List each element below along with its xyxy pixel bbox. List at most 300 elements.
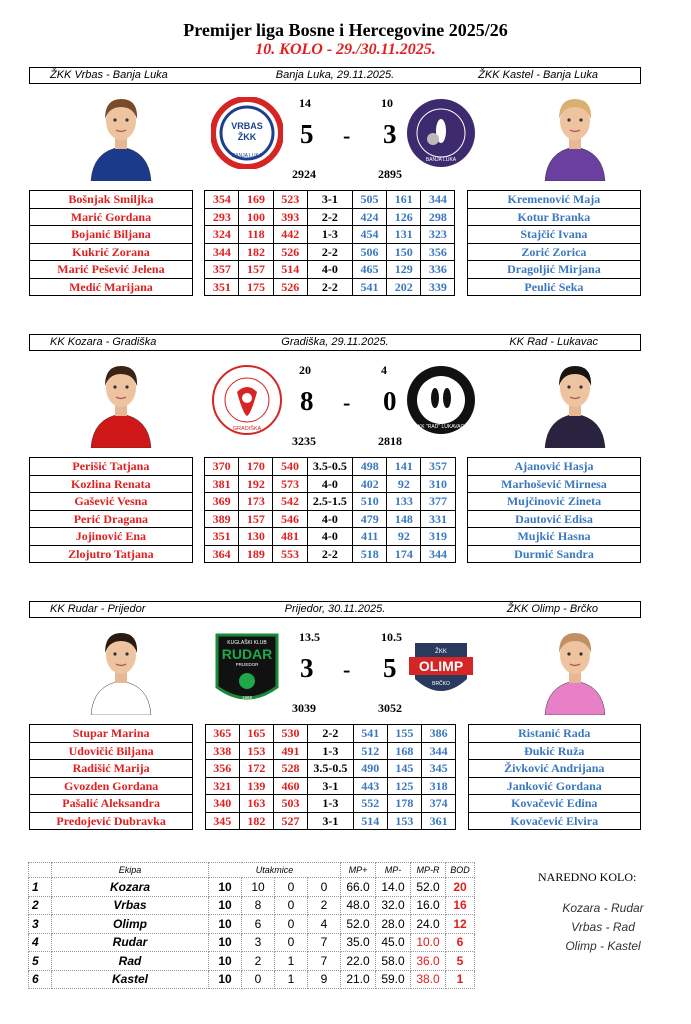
home-total: 553 bbox=[273, 545, 307, 563]
away-score: 5 bbox=[383, 653, 397, 683]
away-player-name: Kovačević Edina bbox=[468, 795, 640, 813]
home-clear: 182 bbox=[239, 243, 273, 261]
match-results-table bbox=[29, 724, 641, 830]
team-name: Vrbas bbox=[52, 896, 209, 915]
svg-text:KUGLAŠKI KLUB: KUGLAŠKI KLUB bbox=[227, 640, 267, 646]
away-clear: 92 bbox=[387, 475, 421, 493]
home-total: 526 bbox=[273, 278, 307, 296]
table-row bbox=[30, 261, 641, 279]
table-row bbox=[30, 475, 641, 493]
home-total: 460 bbox=[273, 777, 307, 795]
home-clear: 165 bbox=[239, 725, 273, 743]
svg-text:1969: 1969 bbox=[241, 695, 253, 700]
home-clear: 170 bbox=[239, 458, 273, 476]
away-clear: 129 bbox=[387, 261, 421, 279]
mp-r: 52.0 bbox=[411, 878, 446, 897]
away-total: 506 bbox=[352, 243, 386, 261]
standings-header bbox=[29, 863, 475, 878]
table-row bbox=[30, 812, 641, 830]
games-played: 10 bbox=[209, 952, 242, 971]
points: 5 bbox=[446, 952, 475, 971]
svg-text:BANJA LUKA: BANJA LUKA bbox=[231, 153, 263, 159]
rank: 4 bbox=[29, 933, 52, 952]
table-row bbox=[30, 725, 641, 743]
away-clear: 161 bbox=[387, 191, 421, 209]
wins: 2 bbox=[242, 952, 275, 971]
mp-plus: 48.0 bbox=[341, 896, 376, 915]
away-club-logo bbox=[405, 364, 477, 436]
away-total: 490 bbox=[353, 760, 387, 778]
home-total: 481 bbox=[273, 528, 307, 546]
away-clear: 145 bbox=[387, 760, 421, 778]
home-full: 369 bbox=[205, 493, 239, 511]
away-total: 479 bbox=[353, 510, 387, 528]
losses: 0 bbox=[308, 878, 341, 897]
table-row bbox=[30, 243, 641, 261]
draws: 0 bbox=[275, 915, 308, 934]
set-points: 2-2 bbox=[307, 278, 352, 296]
losses: 7 bbox=[308, 933, 341, 952]
away-total: 512 bbox=[353, 742, 387, 760]
set-points: 3-1 bbox=[308, 777, 354, 795]
draws: 0 bbox=[275, 896, 308, 915]
home-full: 293 bbox=[205, 208, 239, 226]
home-full: 357 bbox=[205, 261, 239, 279]
table-row bbox=[30, 795, 641, 813]
home-full: 345 bbox=[205, 812, 239, 830]
away-clear: 125 bbox=[387, 777, 421, 795]
home-player-name: Marić Gordana bbox=[30, 208, 193, 226]
away-player-photo bbox=[539, 623, 611, 715]
set-points: 4-0 bbox=[307, 261, 352, 279]
mp-r: 16.0 bbox=[411, 896, 446, 915]
home-total: 526 bbox=[273, 243, 307, 261]
home-total: 393 bbox=[273, 208, 307, 226]
mp-minus: 58.0 bbox=[376, 952, 411, 971]
svg-text:ŽKK: ŽKK bbox=[435, 649, 447, 655]
set-points: 2-2 bbox=[307, 545, 353, 563]
set-points: 3-1 bbox=[308, 812, 354, 830]
away-clear: 131 bbox=[387, 226, 421, 244]
home-full: 389 bbox=[205, 510, 239, 528]
home-full: 381 bbox=[205, 475, 239, 493]
draws: 1 bbox=[275, 970, 308, 989]
away-total: 402 bbox=[353, 475, 387, 493]
home-player-name: Marić Pešević Jelena bbox=[30, 261, 193, 279]
home-clear: 192 bbox=[239, 475, 273, 493]
header-games: Utakmice bbox=[209, 863, 341, 878]
next-round-heading: NAREDNO KOLO: bbox=[538, 870, 637, 884]
home-total-pins: 2924 bbox=[292, 167, 316, 181]
away-full: 386 bbox=[422, 725, 456, 743]
games-played: 10 bbox=[209, 896, 242, 915]
standings-table bbox=[28, 862, 475, 989]
set-points: 2.5-1.5 bbox=[307, 493, 353, 511]
set-points: 2-2 bbox=[307, 208, 352, 226]
home-full: 356 bbox=[205, 760, 239, 778]
home-clear: 169 bbox=[239, 191, 273, 209]
next-match: Vrbas - Rad bbox=[571, 920, 635, 934]
away-full: 344 bbox=[422, 742, 456, 760]
away-player-name: Durmić Sandra bbox=[468, 545, 641, 563]
away-total: 424 bbox=[352, 208, 386, 226]
team-name: Kozara bbox=[52, 878, 209, 897]
team-name: Kastel bbox=[52, 970, 209, 989]
away-team-name: ŽKK Olimp - Brčko bbox=[506, 603, 598, 615]
away-player-name: Stajčić Ivana bbox=[467, 226, 640, 244]
match-results-table bbox=[29, 190, 641, 296]
match-header bbox=[29, 601, 641, 618]
home-clear: 153 bbox=[239, 742, 273, 760]
header-team: Ekipa bbox=[52, 863, 209, 878]
home-total: 546 bbox=[273, 510, 307, 528]
mp-minus: 14.0 bbox=[376, 878, 411, 897]
away-full: 377 bbox=[421, 493, 455, 511]
home-points: 20 bbox=[299, 363, 311, 377]
standings-row bbox=[29, 970, 475, 989]
score-separator: - bbox=[343, 390, 351, 415]
team-name: Rad bbox=[52, 952, 209, 971]
standings-row bbox=[29, 878, 475, 897]
home-full: 338 bbox=[205, 742, 239, 760]
home-player-name: Gašević Vesna bbox=[30, 493, 193, 511]
home-full: 351 bbox=[205, 278, 239, 296]
home-team-name: ŽKK Vrbas - Banja Luka bbox=[50, 69, 168, 81]
set-points: 4-0 bbox=[307, 475, 353, 493]
away-total: 514 bbox=[353, 812, 387, 830]
away-full: 318 bbox=[422, 777, 456, 795]
away-total: 552 bbox=[353, 795, 387, 813]
home-player-name: Pašalić Aleksandra bbox=[30, 795, 193, 813]
mp-minus: 59.0 bbox=[376, 970, 411, 989]
mp-minus: 32.0 bbox=[376, 896, 411, 915]
away-clear: 150 bbox=[387, 243, 421, 261]
home-total: 540 bbox=[273, 458, 307, 476]
set-points: 3.5-0.5 bbox=[308, 760, 354, 778]
home-total: 491 bbox=[273, 742, 307, 760]
set-points: 1-3 bbox=[308, 795, 354, 813]
set-points: 2-2 bbox=[308, 725, 354, 743]
away-player-name: Živković Andrijana bbox=[468, 760, 640, 778]
home-total-pins: 3039 bbox=[292, 701, 316, 715]
home-score: 5 bbox=[300, 119, 314, 149]
away-player-name: Mujkić Hasna bbox=[468, 528, 641, 546]
home-clear: 163 bbox=[239, 795, 273, 813]
home-total: 573 bbox=[273, 475, 307, 493]
mp-plus: 22.0 bbox=[341, 952, 376, 971]
draws: 1 bbox=[275, 952, 308, 971]
away-total: 498 bbox=[353, 458, 387, 476]
losses: 2 bbox=[308, 896, 341, 915]
svg-text:ŽKK: ŽKK bbox=[237, 132, 257, 142]
away-full: 331 bbox=[421, 510, 455, 528]
away-player-name: Zorić Zorica bbox=[467, 243, 640, 261]
wins: 3 bbox=[242, 933, 275, 952]
away-player-photo bbox=[539, 356, 611, 448]
away-clear: 133 bbox=[387, 493, 421, 511]
home-total: 442 bbox=[273, 226, 307, 244]
svg-text:BRČKO: BRČKO bbox=[432, 681, 450, 687]
rank: 6 bbox=[29, 970, 52, 989]
home-player-name: Perić Dragana bbox=[30, 510, 193, 528]
away-clear: 178 bbox=[387, 795, 421, 813]
home-total: 503 bbox=[273, 795, 307, 813]
wins: 8 bbox=[242, 896, 275, 915]
away-player-photo bbox=[539, 89, 611, 181]
home-clear: 172 bbox=[239, 760, 273, 778]
home-clear: 157 bbox=[239, 261, 273, 279]
home-full: 340 bbox=[205, 795, 239, 813]
away-points: 10.5 bbox=[381, 630, 402, 644]
home-player-name: Stupar Marina bbox=[30, 725, 193, 743]
home-player-name: Kozlina Renata bbox=[30, 475, 193, 493]
away-full: 336 bbox=[421, 261, 455, 279]
home-points: 14 bbox=[299, 96, 311, 110]
team-name: Olimp bbox=[52, 915, 209, 934]
games-played: 10 bbox=[209, 915, 242, 934]
home-player-name: Radišić Marija bbox=[30, 760, 193, 778]
away-clear: 92 bbox=[387, 528, 421, 546]
standings-row bbox=[29, 952, 475, 971]
away-score: 0 bbox=[383, 386, 397, 416]
away-clear: 148 bbox=[387, 510, 421, 528]
table-row bbox=[30, 458, 641, 476]
set-points: 4-0 bbox=[307, 528, 353, 546]
away-team-name: ŽKK Kastel - Banja Luka bbox=[478, 69, 598, 81]
set-points: 1-3 bbox=[307, 226, 352, 244]
away-player-name: Dragoljić Mirjana bbox=[467, 261, 640, 279]
away-full: 339 bbox=[421, 278, 455, 296]
points: 12 bbox=[446, 915, 475, 934]
losses: 9 bbox=[308, 970, 341, 989]
away-clear: 174 bbox=[387, 545, 421, 563]
away-total: 541 bbox=[353, 725, 387, 743]
set-points: 4-0 bbox=[307, 510, 353, 528]
rank: 2 bbox=[29, 896, 52, 915]
next-match: Olimp - Kastel bbox=[565, 939, 641, 953]
away-clear: 141 bbox=[387, 458, 421, 476]
away-full: 356 bbox=[421, 243, 455, 261]
home-clear: 100 bbox=[239, 208, 273, 226]
mp-plus: 52.0 bbox=[341, 915, 376, 934]
mp-minus: 28.0 bbox=[376, 915, 411, 934]
points: 1 bbox=[446, 970, 475, 989]
away-total: 510 bbox=[353, 493, 387, 511]
away-full: 374 bbox=[422, 795, 456, 813]
home-club-logo bbox=[211, 97, 283, 169]
table-row bbox=[30, 760, 641, 778]
away-full: 310 bbox=[421, 475, 455, 493]
home-total: 542 bbox=[273, 493, 307, 511]
home-team-name: KK Kozara - Gradiška bbox=[50, 336, 157, 348]
home-player-name: Kukrić Zorana bbox=[30, 243, 193, 261]
games-played: 10 bbox=[209, 933, 242, 952]
away-total: 465 bbox=[352, 261, 386, 279]
next-round bbox=[538, 870, 668, 956]
table-row bbox=[30, 191, 641, 209]
mp-plus: 66.0 bbox=[341, 878, 376, 897]
table-row bbox=[30, 493, 641, 511]
set-points: 1-3 bbox=[308, 742, 354, 760]
header-mp-plus: MP+ bbox=[341, 863, 376, 878]
table-row bbox=[30, 510, 641, 528]
away-score: 3 bbox=[383, 119, 397, 149]
score-separator: - bbox=[343, 123, 351, 148]
away-player-name: Mujčinović Zineta bbox=[468, 493, 641, 511]
team-name: Rudar bbox=[52, 933, 209, 952]
set-points: 3.5-0.5 bbox=[307, 458, 353, 476]
svg-text:BANJA LUKA: BANJA LUKA bbox=[425, 157, 457, 163]
away-club-logo bbox=[405, 631, 477, 703]
home-player-photo bbox=[85, 356, 157, 448]
wins: 0 bbox=[242, 970, 275, 989]
mp-r: 36.0 bbox=[411, 952, 446, 971]
home-player-name: Predojević Dubravka bbox=[30, 812, 193, 830]
home-clear: 189 bbox=[239, 545, 273, 563]
mp-plus: 35.0 bbox=[341, 933, 376, 952]
standings-row bbox=[29, 933, 475, 952]
away-clear: 168 bbox=[387, 742, 421, 760]
home-player-photo bbox=[85, 89, 157, 181]
games-played: 10 bbox=[209, 970, 242, 989]
home-total: 527 bbox=[273, 812, 307, 830]
draws: 0 bbox=[275, 878, 308, 897]
games-played: 10 bbox=[209, 878, 242, 897]
mp-r: 38.0 bbox=[411, 970, 446, 989]
standings-row bbox=[29, 915, 475, 934]
home-total: 514 bbox=[273, 261, 307, 279]
round-subtitle: 10. KOLO - 29./30.11.2025. bbox=[255, 41, 436, 58]
away-total-pins: 2818 bbox=[378, 434, 402, 448]
home-full: 324 bbox=[205, 226, 239, 244]
home-clear: 118 bbox=[239, 226, 273, 244]
svg-text:KK "RAD" LUKAVAC: KK "RAD" LUKAVAC bbox=[417, 424, 465, 430]
away-full: 298 bbox=[421, 208, 455, 226]
home-full: 365 bbox=[205, 725, 239, 743]
away-player-name: Marhošević Mirnesa bbox=[468, 475, 641, 493]
home-clear: 139 bbox=[239, 777, 273, 795]
table-row bbox=[30, 777, 641, 795]
away-team-name: KK Rad - Lukavac bbox=[509, 336, 598, 348]
home-clear: 173 bbox=[239, 493, 273, 511]
table-row bbox=[30, 545, 641, 563]
home-full: 321 bbox=[205, 777, 239, 795]
home-team-name: KK Rudar - Prijedor bbox=[50, 603, 146, 615]
home-player-name: Udovičić Biljana bbox=[30, 742, 193, 760]
home-full: 364 bbox=[205, 545, 239, 563]
mp-plus: 21.0 bbox=[341, 970, 376, 989]
away-clear: 153 bbox=[387, 812, 421, 830]
header-bod: BOD bbox=[446, 863, 475, 878]
home-total: 523 bbox=[273, 191, 307, 209]
match-header bbox=[29, 67, 641, 84]
table-row bbox=[30, 208, 641, 226]
standings-row bbox=[29, 896, 475, 915]
home-clear: 175 bbox=[239, 278, 273, 296]
set-points: 2-2 bbox=[307, 243, 352, 261]
home-full: 370 bbox=[205, 458, 239, 476]
home-player-name: Bojanić Biljana bbox=[30, 226, 193, 244]
away-total: 454 bbox=[352, 226, 386, 244]
home-club-logo bbox=[211, 364, 283, 436]
away-player-name: Kremenović Maja bbox=[467, 191, 640, 209]
away-total: 505 bbox=[352, 191, 386, 209]
away-total: 443 bbox=[353, 777, 387, 795]
away-full: 323 bbox=[421, 226, 455, 244]
home-score: 3 bbox=[300, 653, 314, 683]
svg-text:GRADIŠKA: GRADIŠKA bbox=[232, 426, 262, 432]
home-player-name: Perišić Tatjana bbox=[30, 458, 193, 476]
away-player-name: Kovačević Elvira bbox=[468, 812, 640, 830]
away-points: 4 bbox=[381, 363, 387, 377]
away-total: 518 bbox=[353, 545, 387, 563]
svg-text:VRBAS: VRBAS bbox=[231, 121, 263, 131]
away-player-name: Kotur Branka bbox=[467, 208, 640, 226]
match-header bbox=[29, 334, 641, 351]
mp-r: 24.0 bbox=[411, 915, 446, 934]
home-score: 8 bbox=[300, 386, 314, 416]
table-row bbox=[30, 742, 641, 760]
home-club-logo bbox=[211, 631, 283, 703]
svg-text:PRIJEDOR: PRIJEDOR bbox=[235, 662, 259, 667]
score-separator: - bbox=[343, 657, 351, 682]
home-player-name: Gvozden Gordana bbox=[30, 777, 193, 795]
table-row bbox=[30, 226, 641, 244]
wins: 6 bbox=[242, 915, 275, 934]
points: 20 bbox=[446, 878, 475, 897]
header-mp-r: MP-R bbox=[411, 863, 446, 878]
away-player-name: Ristanić Rada bbox=[468, 725, 640, 743]
home-total-pins: 3235 bbox=[292, 434, 316, 448]
match-venue-date: Banja Luka, 29.11.2025. bbox=[275, 69, 395, 81]
home-player-name: Zlojutro Tatjana bbox=[30, 545, 193, 563]
home-player-photo bbox=[85, 623, 157, 715]
match-venue-date: Gradiška, 29.11.2025. bbox=[281, 336, 389, 348]
away-player-name: Đukić Ruža bbox=[468, 742, 640, 760]
header-mp-minus: MP- bbox=[376, 863, 411, 878]
next-match: Kozara - Rudar bbox=[562, 901, 644, 915]
away-player-name: Ajanović Hasja bbox=[468, 458, 641, 476]
away-total: 411 bbox=[353, 528, 387, 546]
mp-r: 10.0 bbox=[411, 933, 446, 952]
losses: 4 bbox=[308, 915, 341, 934]
away-club-logo bbox=[405, 97, 477, 169]
table-row bbox=[30, 278, 641, 296]
home-clear: 157 bbox=[239, 510, 273, 528]
away-full: 361 bbox=[422, 812, 456, 830]
away-full: 357 bbox=[421, 458, 455, 476]
away-player-name: Dautović Edisa bbox=[468, 510, 641, 528]
mp-minus: 45.0 bbox=[376, 933, 411, 952]
away-full: 344 bbox=[421, 545, 455, 563]
home-clear: 182 bbox=[239, 812, 273, 830]
set-points: 3-1 bbox=[307, 191, 352, 209]
home-full: 351 bbox=[205, 528, 239, 546]
home-full: 354 bbox=[205, 191, 239, 209]
away-player-name: Peulić Seka bbox=[467, 278, 640, 296]
svg-text:RUDAR: RUDAR bbox=[221, 646, 273, 662]
away-clear: 155 bbox=[387, 725, 421, 743]
page-title: Premijer liga Bosne i Hercegovine 2025/26 bbox=[183, 20, 508, 40]
away-full: 345 bbox=[422, 760, 456, 778]
draws: 0 bbox=[275, 933, 308, 952]
home-points: 13.5 bbox=[299, 630, 320, 644]
points: 6 bbox=[446, 933, 475, 952]
away-full: 319 bbox=[421, 528, 455, 546]
wins: 10 bbox=[242, 878, 275, 897]
home-clear: 130 bbox=[239, 528, 273, 546]
away-player-name: Janković Gordana bbox=[468, 777, 640, 795]
